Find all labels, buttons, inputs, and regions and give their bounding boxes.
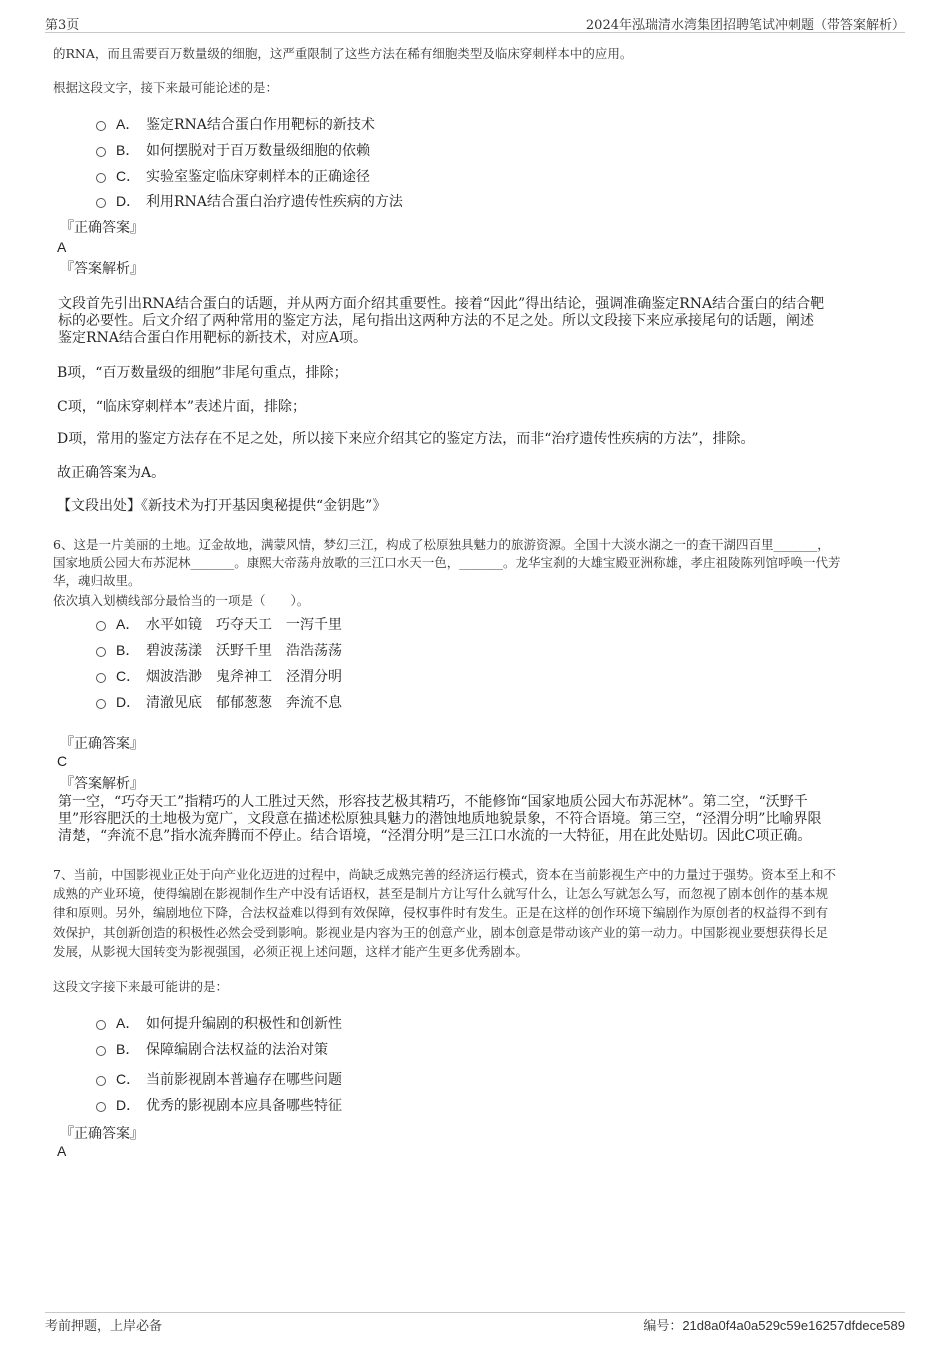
q5-analysis-d: D项，常用的鉴定方法存在不足之处，所以接下来应介绍其它的鉴定方法，而非“治疗遗传性疾病的方法”，排除。 xyxy=(57,431,755,447)
q5-answer-label: 『正确答案』 xyxy=(60,220,144,236)
q5-source: 【文段出处】《新技术为打开基因奥秘提供“金钥匙”》 xyxy=(57,498,387,514)
q6-analysis-label: 『答案解析』 xyxy=(60,776,144,792)
q6-question: 依次填入划横线部分最恰当的一项是（ ）。 xyxy=(53,593,310,608)
q7-question: 这段文字接下来最可能讲的是： xyxy=(53,979,229,994)
q6-analysis-line-3: 清楚，“奔流不息”指水流奔腾而不停止。结合语境，“泾渭分明”是三江口水流的一大特征，用在此处贴切。因此C项正确。 xyxy=(58,828,812,844)
q7-option-b[interactable]: B． 保障编剧合法权益的法治对策 xyxy=(96,1039,328,1059)
radio-icon[interactable] xyxy=(96,198,106,208)
q6-option-b[interactable]: B． 碧波荡漾 沃野千里 浩浩荡荡 xyxy=(96,640,342,660)
radio-icon[interactable] xyxy=(96,647,106,657)
radio-icon[interactable] xyxy=(96,1046,106,1056)
q5-analysis-line-3: 鉴定RNA结合蛋白作用靶标的新技术，对应A项。 xyxy=(58,330,368,346)
q7-option-c[interactable]: C． 当前影视剧本普遍存在哪些问题 xyxy=(96,1069,342,1089)
q7-option-a[interactable]: A． 如何提升编剧的积极性和创新性 xyxy=(96,1013,342,1033)
document-id-label: 编号： xyxy=(643,1319,683,1334)
document-id-value: 21d8a0f4a0a529c59e16257dfdece589 xyxy=(682,1318,905,1333)
q7-option-d[interactable]: D． 优秀的影视剧本应具备哪些特征 xyxy=(96,1095,342,1115)
radio-icon[interactable] xyxy=(96,121,106,131)
radio-icon[interactable] xyxy=(96,1102,106,1112)
q7-stem-line-3: 律和原则。另外，编剧地位下降，合法权益难以得到有效保障，侵权事件时有发生。正是在这样的创作环境下编剧作为原创者的权益得不到有 xyxy=(53,905,829,920)
radio-icon[interactable] xyxy=(96,621,106,631)
q7-stem-line-5: 发展，从影视大国转变为影视强国，必须正视上述问题，这样才能产生更多优秀剧本。 xyxy=(53,944,529,959)
page-footer xyxy=(45,1312,905,1335)
q6-analysis-line-2: 里”形容肥沃的土地极为宽广，文段意在描述松原独具魅力的潜蚀地质地貌景象，不符合语境。第三空，“泾渭分明”比喻界限 xyxy=(58,811,822,827)
q5-analysis-c: C项，“临床穿刺样本”表述片面，排除； xyxy=(57,399,307,415)
radio-icon[interactable] xyxy=(96,147,106,157)
radio-icon[interactable] xyxy=(96,699,106,709)
q6-answer: C xyxy=(57,753,68,769)
q6-stem-line-3: 华，魂归故里。 xyxy=(53,573,141,588)
document-id xyxy=(643,1315,905,1334)
q5-option-c[interactable]: C． 实验室鉴定临床穿刺样本的正确途径 xyxy=(96,166,370,186)
q5-continuation: 的RNA，而且需要百万数量级的细胞，这严重限制了这些方法在稀有细胞类型及临床穿刺样本中的应用。 xyxy=(53,46,633,61)
q7-stem-line-2: 成熟的产业环境，使得编剧在影视制作生产中没有话语权，甚至是制片方让写什么就写什么，让怎么写就怎么写，而忽视了剧本创作的基本规 xyxy=(53,886,829,901)
q5-analysis-line-1: 文段首先引出RNA结合蛋白的话题，并从两方面介绍其重要性。接着“因此”得出结论，强调准确鉴定RNA结合蛋白的结合靶 xyxy=(58,296,825,312)
q5-question: 根据这段文字，接下来最可能论述的是： xyxy=(53,80,279,95)
q6-stem-line-1: 6、这是一片美丽的土地。辽金故地，满蒙风情，梦幻三江，构成了松原独具魅力的旅游资源。全国十大淡水湖之一的查干湖四百里_______， xyxy=(53,537,830,552)
page-number: 第3页 xyxy=(45,18,80,33)
q6-option-c[interactable]: C． 烟波浩渺 鬼斧神工 泾渭分明 xyxy=(96,666,342,686)
q5-analysis-label: 『答案解析』 xyxy=(60,261,144,277)
footer-slogan: 考前押题，上岸必备 xyxy=(45,1319,163,1334)
q7-answer: A xyxy=(57,1143,67,1159)
q6-analysis-line-1: 第一空，“巧夺天工”指精巧的人工胜过天然，形容技艺极其精巧，不能修饰“国家地质公园大布苏泥林”。第二空，“沃野千 xyxy=(58,794,808,810)
q7-answer-label: 『正确答案』 xyxy=(60,1126,144,1142)
radio-icon[interactable] xyxy=(96,173,106,183)
q5-option-a[interactable]: A． 鉴定RNA结合蛋白作用靶标的新技术 xyxy=(96,114,375,134)
radio-icon[interactable] xyxy=(96,673,106,683)
q5-analysis-b: B项，“百万数量级的细胞”非尾句重点，排除； xyxy=(57,365,348,381)
q6-option-d[interactable]: D． 清澈见底 郁郁葱葱 奔流不息 xyxy=(96,692,342,712)
q6-answer-label: 『正确答案』 xyxy=(60,736,144,752)
q6-stem-line-2: 国家地质公园大布苏泥林_______。康熙大帝荡舟放歌的三江口水天一色，_______。龙华宝刹的大雄宝殿亚洲称雄，孝庄祖陵陈列馆呼唤一代芳 xyxy=(53,555,841,570)
q7-stem-line-4: 效保护，其创新创造的积极性必然会受到影响。影视业是内容为王的创意产业，剧本创意是带动该产业的第一动力。中国影视业要想获得长足 xyxy=(53,925,829,940)
radio-icon[interactable] xyxy=(96,1076,106,1086)
q6-option-a[interactable]: A． 水平如镜 巧夺天工 一泻千里 xyxy=(96,614,342,634)
radio-icon[interactable] xyxy=(96,1020,106,1030)
document-title: 2024年泓瑞清水湾集团招聘笔试冲刺题（带答案解析） xyxy=(585,18,905,33)
q5-option-d[interactable]: D． 利用RNA结合蛋白治疗遗传性疾病的方法 xyxy=(96,191,403,211)
q7-stem-line-1: 7、当前，中国影视业正处于向产业化迈进的过程中，尚缺乏成熟完善的经济运行模式，资本在当前影视生产中的力量过于强势。资本至上和不 xyxy=(53,867,836,882)
q5-conclusion: 故正确答案为A。 xyxy=(57,465,166,481)
q5-analysis-line-2: 标的必要性。后文介绍了两种常用的鉴定方法，尾句指出这两种方法的不足之处。所以文段接下来应承接尾句的话题，阐述 xyxy=(58,313,814,329)
q5-option-b[interactable]: B． 如何摆脱对于百万数量级细胞的依赖 xyxy=(96,140,370,160)
q5-answer: A xyxy=(57,239,67,255)
page-header xyxy=(45,14,905,33)
